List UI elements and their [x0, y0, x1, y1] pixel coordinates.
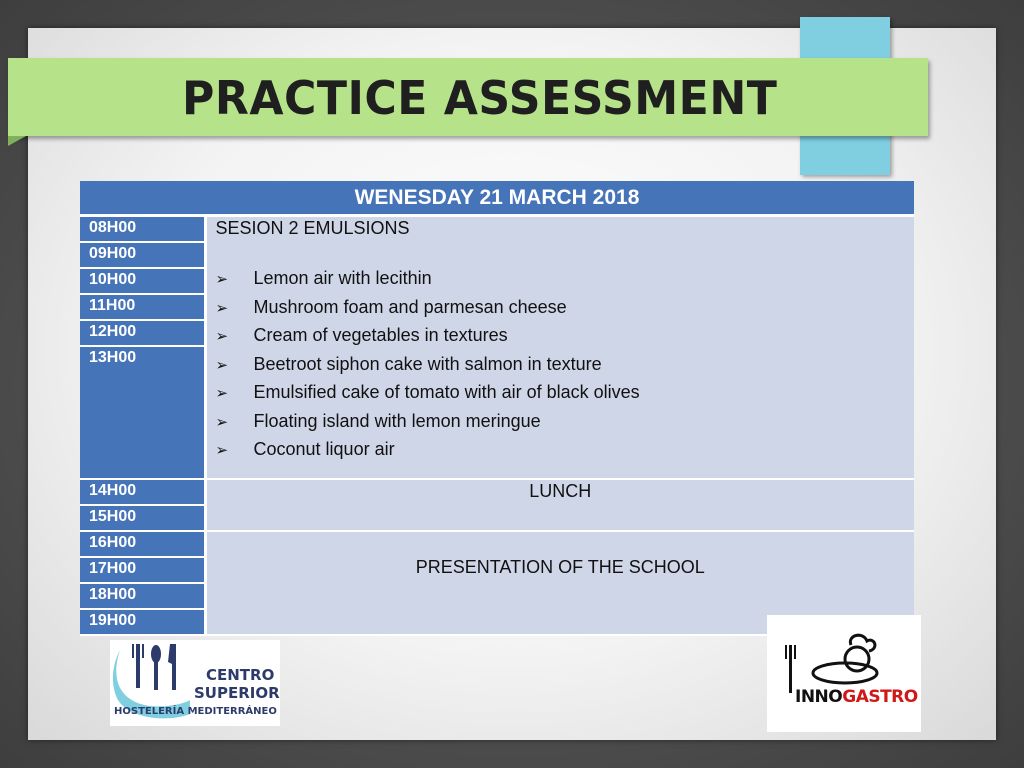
list-item: ➢ Beetroot siphon cake with salmon in texture: [216, 351, 915, 380]
lunch-cell: LUNCH: [205, 479, 914, 531]
time-cell: 17H00: [80, 557, 205, 583]
time-cell: 19H00: [80, 609, 205, 635]
arrow-bullet-icon: ➢: [215, 385, 229, 402]
arrow-bullet-icon: ➢: [215, 299, 229, 317]
arrow-bullet-icon: ➢: [215, 413, 229, 431]
list-item: ➢ Lemon air with lecithin: [216, 265, 915, 294]
innogastro-logo: [767, 615, 921, 732]
arrow-bullet-icon: ➢: [215, 328, 229, 345]
list-item: ➢ Coconut liquor air: [216, 436, 915, 465]
centro-superior-logo: [110, 640, 280, 726]
time-cell: 12H00: [80, 320, 205, 346]
list-item: ➢ Mushroom foam and parmesan cheese: [216, 294, 915, 323]
innogastro-wordmark: INNOGASTRO: [795, 687, 918, 707]
time-cell: 11H00: [80, 294, 205, 320]
arrow-bullet-icon: ➢: [215, 442, 229, 459]
time-cell: 15H00: [80, 505, 205, 531]
list-item: ➢ Emulsified cake of tomato with air of black olives: [216, 379, 915, 408]
schedule-table: [80, 181, 914, 636]
presentation-label: PRESENTATION OF THE SCHOOL: [415, 557, 705, 577]
list-item: ➢ Cream of vegetables in textures: [216, 322, 915, 351]
chef-icon: [767, 615, 921, 732]
time-cell: 09H00: [80, 242, 205, 268]
list-item: ➢ Floating island with lemon meringue: [216, 408, 915, 437]
arrow-bullet-icon: ➢: [215, 271, 229, 288]
logo-line-2: SUPERIOR: [194, 684, 280, 702]
schedule-header: WENESDAY 21 MARCH 2018: [80, 181, 914, 216]
title-banner-fold: [8, 136, 26, 146]
time-cell: 18H00: [80, 583, 205, 609]
session-cell: [205, 216, 914, 480]
logo-line-1: CENTRO: [206, 666, 275, 684]
arrow-bullet-icon: ➢: [215, 356, 229, 374]
time-cell: 08H00: [80, 216, 205, 243]
time-cell: 16H00: [80, 531, 205, 557]
time-cell: 10H00: [80, 268, 205, 294]
session-title: SESION 2 EMULSIONS: [215, 218, 410, 238]
logo-line-3: HOSTELERÍA MEDITERRÁNEO: [114, 706, 277, 717]
time-cell: 13H00: [80, 346, 205, 479]
page-title: PRACTICE ASSESSMENT: [182, 71, 778, 125]
time-cell: 14H00: [80, 479, 205, 505]
session-items: [207, 265, 915, 465]
